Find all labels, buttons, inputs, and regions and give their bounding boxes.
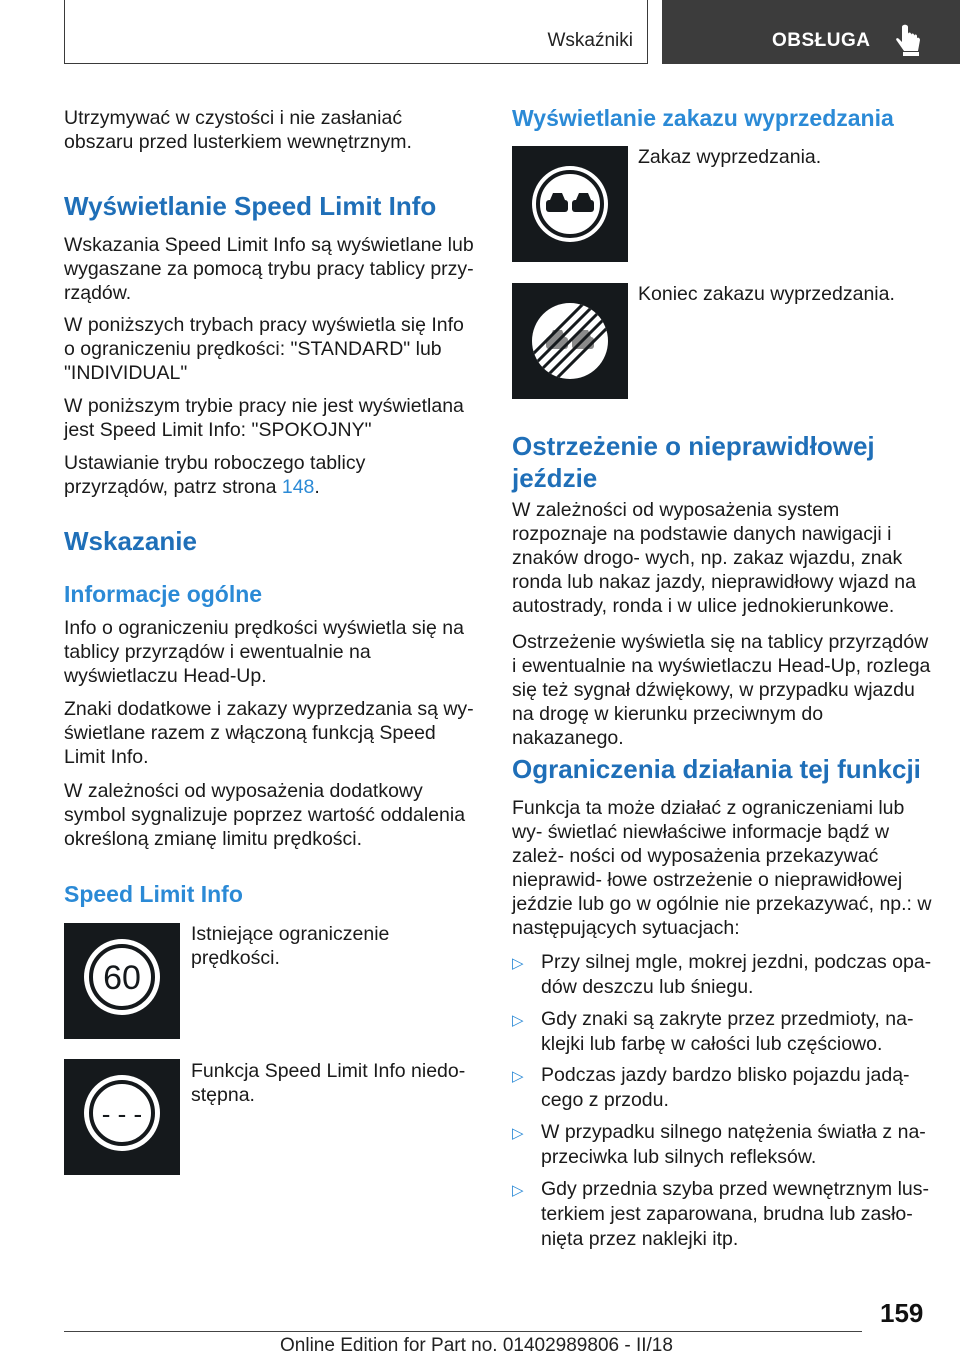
bullet-triangle-icon: ▷ (512, 1068, 524, 1085)
no-overtaking-icon (512, 146, 628, 262)
hand-pointer-icon (894, 24, 924, 56)
paragraph-limits: Funkcja ta może działać z ograniczeniami lub wy- świetlać niewłaściwe informacje bądź w zależ- ności od wyposażenia przekazywać nieprawid- łowe ostrzeżenie o nieprawidłowej jeździe lub go w ogólnie nie przekazywać, np.: w następujących sytuacjach: (512, 797, 932, 939)
no-overtaking-caption: Zakaz wyprzedzania. (638, 146, 822, 168)
bullet-triangle-icon: ▷ (512, 1012, 524, 1029)
speed-limit-unavailable-icon (64, 1059, 180, 1175)
heading-wskazanie: Wskazanie (64, 526, 197, 556)
speed-sign-unavailable-image (64, 1059, 180, 1175)
paragraph-display-2: W poniższych trybach pracy wyświetla się Info o ograniczeniu prędkości: "STANDARD" lub "INDIVIDUAL" (64, 314, 464, 384)
bullet-triangle-icon: ▷ (512, 1182, 524, 1199)
bullet-triangle-icon: ▷ (512, 1125, 524, 1142)
paragraph-wrong-way-1: W zależności od wyposażenia system rozpoznaje na podstawie danych nawigacji i znaków drogo- wych, np. zakaz wjazdu, znak ronda lub nakaz jazdy, nieprawidłowy wjazd na autostrady, ronda i w ulice jednokierunkowe. (512, 499, 916, 617)
heading-wrong-way-warning: Ostrzeżenie o nieprawidłowej jeździe (512, 431, 875, 493)
page-link-148[interactable]: 148 (281, 476, 315, 498)
paragraph-display-4-text: Ustawianie trybu roboczego tablicy przyrządów, patrz strona (64, 452, 366, 498)
chapter-tab-label: OBSŁUGA (772, 30, 871, 51)
paragraph-display-3: W poniższym trybie pracy nie jest wyświetlana jest Speed Limit Info: "SPOKOJNY" (64, 395, 464, 441)
list-item-text: W przypadku silnego natężenia światła z na- przeciwka lub silnych refleksów. (541, 1121, 926, 1168)
paragraph-info-3: W zależności od wyposażenia dodatkowy symbol sygnalizuje poprzez wartość oddalenia określoną zmianę limitu prędkości. (64, 780, 466, 850)
end-no-overtaking-caption: Koniec zakazu wyprzedzania. (638, 283, 895, 305)
speed-sign-60-image (64, 923, 180, 1039)
footer-divider (64, 1331, 862, 1332)
paragraph-display-1: Wskazania Speed Limit Info są wyświetlane lub wygaszane za pomocą trybu pracy tablicy przy- rządów. (64, 234, 474, 304)
speed-sign-value: 60 (103, 959, 141, 997)
speed-sign-unavailable-value: - - - (101, 1099, 143, 1129)
page-number: 159 (880, 1298, 924, 1328)
heading-function-limits: Ograniczenia działania tej funkcji (512, 754, 921, 784)
header-section-box (64, 0, 648, 64)
heading-speed-limit-display: Wyświetlanie Speed Limit Info (64, 191, 437, 221)
list-item-text: Gdy znaki są zakryte przez przedmioty, na- klejki lub farbę w całości lub częściowo. (541, 1008, 914, 1055)
no-overtaking-sign-image (512, 146, 628, 262)
sign-unavailable-caption: Funkcja Speed Limit Info niedo- stępna. (191, 1060, 466, 1106)
paragraph-display-4-end: . (314, 476, 320, 498)
heading-info-general: Informacje ogólne (64, 581, 263, 607)
intro-text: Utrzymywać w czystości i nie zasłaniać obszaru przed lusterkiem wewnętrznym. (64, 107, 412, 153)
chapter-tab[interactable] (662, 0, 960, 64)
list-item-text: Przy silnej mgle, mokrej jezdni, podczas opa- dów deszczu lub śniegu. (541, 951, 932, 998)
sign-60-caption: Istniejące ograniczenie prędkości. (191, 923, 390, 969)
list-item-text: Gdy przednia szyba przed wewnętrznym lus- terkiem jest zaparowana, brudna lub zasło- nięta przez naklejki itp. (541, 1178, 929, 1250)
footer-edition: Online Edition for Part no. 01402989806 - II/18 (280, 1335, 673, 1356)
end-no-overtaking-sign-image (512, 283, 628, 399)
heading-speed-limit-info: Speed Limit Info (64, 881, 243, 907)
end-no-overtaking-icon (512, 283, 628, 399)
section-title: Wskaźniki (547, 30, 633, 51)
paragraph-wrong-way-2: Ostrzeżenie wyświetla się na tablicy przyrządów i ewentualnie na wyświetlaczu Head-Up, rozlega się też sygnał dźwiękowy, w przypadku wjazdu na drogę w kierunku przeciwnym do nakazanego. (512, 631, 931, 749)
paragraph-info-2: Znaki dodatkowe i zakazy wyprzedzania są wy- świetlane razem z włączoną funkcją Speed Limit Info. (64, 698, 474, 768)
list-item-text: Podczas jazdy bardzo blisko pojazdu jadą- cego z przodu. (541, 1064, 910, 1111)
bullet-triangle-icon: ▷ (512, 955, 524, 972)
paragraph-display-4 (64, 451, 474, 499)
heading-overtaking-ban: Wyświetlanie zakazu wyprzedzania (512, 105, 894, 131)
paragraph-info-1: Info o ograniczeniu prędkości wyświetla się na tablicy przyrządów i ewentualnie na wyświetlaczu Head-Up. (64, 617, 464, 687)
speed-limit-icon (64, 923, 180, 1039)
